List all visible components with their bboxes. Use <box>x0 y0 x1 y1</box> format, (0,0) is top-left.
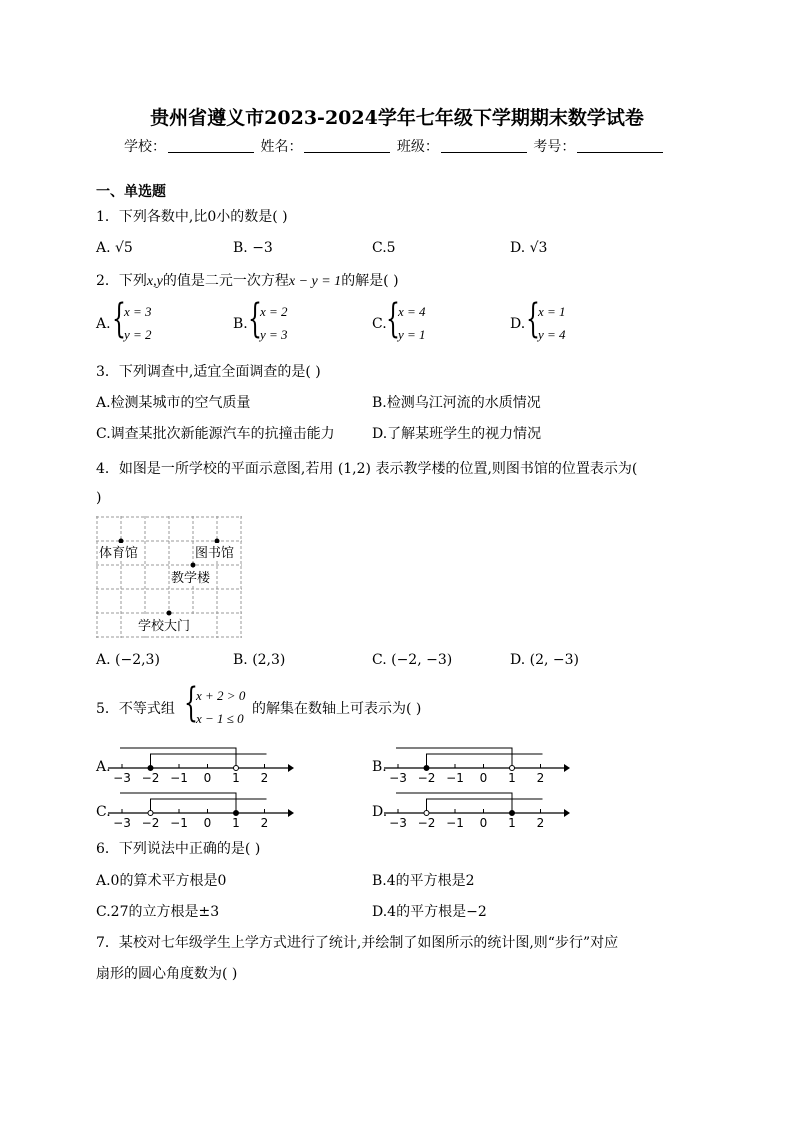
question-6-stem: 6．下列说法中正确的是( ) <box>96 841 261 857</box>
axis-tick-label: −1 <box>170 816 188 830</box>
endpoint-dot <box>510 811 515 816</box>
q4-stem-b: 表示教学楼的位置,则图书馆的位置表示为( <box>375 461 638 477</box>
brace-icon: { <box>248 296 262 342</box>
axis-tick-label: 0 <box>203 771 212 785</box>
q2-stem-eq: x − y = 1 <box>288 274 342 289</box>
q6-option-a[interactable]: A.0的算术平方根是0 <box>96 873 227 889</box>
teaching-building-label: 教学楼 <box>171 571 211 586</box>
q3-option-c[interactable]: C.调查某批次新能源汽车的抗撞击能力 <box>96 426 335 442</box>
endpoint-dot <box>148 766 153 771</box>
axis-tick-label: −2 <box>141 816 160 830</box>
q2-c-line1: x = 4 <box>398 304 426 319</box>
name-label: 姓名： <box>260 139 303 155</box>
school-field[interactable] <box>168 138 254 153</box>
page-title: 贵州省遵义市2023-2024学年七年级下学期期末数学试卷 <box>150 107 644 129</box>
gate-dot <box>167 611 172 616</box>
q1-option-a[interactable]: A. √5 <box>96 240 133 256</box>
school-gate-label: 学校大门 <box>138 619 191 634</box>
axis-tick-label: 0 <box>479 771 488 785</box>
class-label: 班级： <box>396 139 439 155</box>
axis-tick-label: −1 <box>446 816 464 830</box>
axis-tick-label: −3 <box>113 771 131 785</box>
arrow-icon <box>288 764 294 772</box>
q5-label-b[interactable]: B. <box>372 759 387 775</box>
solution-bracket-right <box>427 799 543 813</box>
q2-a-line2: y = 2 <box>124 327 152 342</box>
library-label: 图书馆 <box>195 546 235 561</box>
student-info-line <box>124 136 665 156</box>
brace-icon: { <box>526 296 540 342</box>
q5-label-a[interactable]: A. <box>96 759 111 775</box>
axis-tick-label: −3 <box>389 816 407 830</box>
solution-bracket-left <box>396 748 512 768</box>
axis-tick-label: 2 <box>260 816 269 830</box>
q4-stem-end: ) <box>96 490 102 506</box>
question-7-stem-2: 扇形的圆心角度数为( ) <box>96 966 238 982</box>
q5-label-d[interactable]: D. <box>372 804 388 820</box>
q2-a-line1: x = 3 <box>124 304 152 319</box>
endpoint-dot <box>510 766 515 771</box>
axis-tick-label: −2 <box>141 771 160 785</box>
q5-inequality-2: x − 1 ≤ 0 <box>196 711 244 726</box>
library-dot <box>215 539 220 544</box>
axis-tick-label: 2 <box>260 771 269 785</box>
q2-a-label: A. <box>96 316 111 332</box>
gym-dot <box>119 539 124 544</box>
q3-option-d[interactable]: D.了解某班学生的视力情况 <box>372 426 542 442</box>
question-7-stem: 7．某校对七年级学生上学方式进行了统计,并绘制了如图所示的统计图,则“步行”对应 <box>96 935 619 951</box>
question-5-stem-b: 的解集在数轴上可表示为( ) <box>252 701 422 717</box>
axis-tick-label: 2 <box>536 816 545 830</box>
brace-icon: { <box>386 296 400 342</box>
q2-d-line1: x = 1 <box>538 304 566 319</box>
solution-bracket-right <box>151 754 267 768</box>
q2-stem-a: 2．下列 <box>96 273 147 289</box>
name-field[interactable] <box>304 138 390 153</box>
axis-tick-label: −3 <box>389 771 407 785</box>
q5-inequality-1: x + 2 > 0 <box>196 688 246 703</box>
solution-bracket-left <box>396 793 512 813</box>
endpoint-dot <box>424 811 429 816</box>
arrow-icon <box>564 809 570 817</box>
q6-option-b[interactable]: B.4的平方根是2 <box>372 873 475 889</box>
q2-d-line2: y = 4 <box>538 327 566 342</box>
endpoint-dot <box>148 811 153 816</box>
axis-tick-label: −1 <box>446 771 464 785</box>
arrow-icon <box>564 764 570 772</box>
q2-b-line1: x = 2 <box>260 304 288 319</box>
q4-option-b[interactable]: B. (2,3) <box>233 652 286 668</box>
q4-stem-a: 4．如图是一所学校的平面示意图,若用 <box>96 461 334 477</box>
question-2-stem <box>96 270 399 290</box>
section-heading: 一、单选题 <box>96 184 166 200</box>
axis-tick-label: −2 <box>417 816 436 830</box>
arrow-icon <box>288 809 294 817</box>
gym-label: 体育馆 <box>99 546 139 561</box>
q2-stem-c: 的解是( ) <box>341 273 399 289</box>
q2-c-line2: y = 1 <box>398 327 426 342</box>
q4-option-a[interactable]: A. (−2,3) <box>96 652 160 668</box>
axis-tick-label: 1 <box>232 816 240 830</box>
school-map <box>96 516 244 640</box>
q1-option-c[interactable]: C.5 <box>372 240 396 256</box>
endpoint-dot <box>234 766 239 771</box>
class-field[interactable] <box>441 138 527 153</box>
q1-option-b[interactable]: B. −3 <box>233 240 273 256</box>
q6-option-d[interactable]: D.4的平方根是−2 <box>372 904 487 920</box>
axis-tick-label: −1 <box>170 771 188 785</box>
question-4-stem <box>96 458 637 478</box>
axis-tick-label: 1 <box>508 771 516 785</box>
brace-icon: { <box>112 296 126 342</box>
q2-d-label: D. <box>510 316 526 332</box>
axis-tick-label: 2 <box>536 771 545 785</box>
solution-bracket-left <box>120 793 236 813</box>
solution-bracket-right <box>427 754 543 768</box>
solution-bracket-left <box>120 748 236 768</box>
question-3-stem: 3．下列调查中,适宜全面调查的是( ) <box>96 364 321 380</box>
q5-number-line-c[interactable] <box>108 781 298 881</box>
question-1-stem: 1．下列各数中,比0小的数是( ) <box>96 209 288 225</box>
axis-tick-label: −3 <box>113 816 131 830</box>
axis-tick-label: 0 <box>203 816 212 830</box>
axis-tick-label: 1 <box>508 816 516 830</box>
solution-bracket-right <box>151 799 267 813</box>
q4-stem-point: (1,2) <box>337 461 372 477</box>
axis-tick-label: 1 <box>232 771 240 785</box>
q3-option-b[interactable]: B.检测乌江河流的水质情况 <box>372 395 541 411</box>
q2-stem-b: 的值是二元一次方程 <box>162 273 289 289</box>
q1-option-d[interactable]: D. √3 <box>510 240 548 256</box>
q2-stem-var: x,y <box>146 274 163 289</box>
brace-icon: { <box>184 680 198 726</box>
school-label: 学校： <box>124 139 166 155</box>
q2-c-label: C. <box>372 316 387 332</box>
axis-tick-label: −2 <box>417 771 436 785</box>
number-label: 考号： <box>533 139 576 155</box>
q6-option-c[interactable]: C.27的立方根是±3 <box>96 904 220 920</box>
endpoint-dot <box>234 811 239 816</box>
q5-number-line-d[interactable] <box>384 781 574 881</box>
teaching-building-dot <box>191 563 196 568</box>
q4-option-c[interactable]: C. (−2, −3) <box>372 652 453 668</box>
q3-option-a[interactable]: A.检测某城市的空气质量 <box>96 395 251 411</box>
number-field[interactable] <box>577 138 663 153</box>
q4-option-d[interactable]: D. (2, −3) <box>510 652 579 668</box>
question-5-stem-a: 5．不等式组 <box>96 701 175 717</box>
q2-b-label: B. <box>233 316 248 332</box>
q5-label-c[interactable]: C. <box>96 804 111 820</box>
axis-tick-label: 0 <box>479 816 488 830</box>
endpoint-dot <box>424 766 429 771</box>
q2-b-line2: y = 3 <box>260 327 288 342</box>
